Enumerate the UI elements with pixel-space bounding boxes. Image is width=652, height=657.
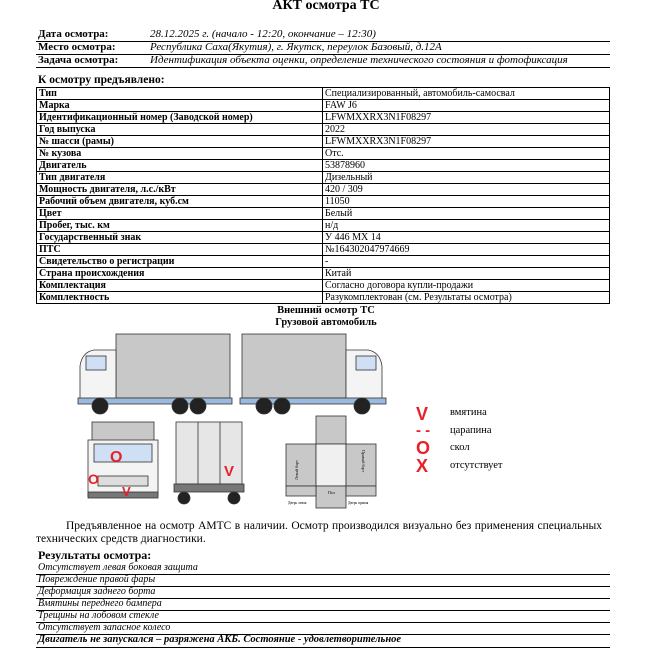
damage-mark-dent: V <box>122 484 131 499</box>
damage-mark-dent: V <box>224 463 235 480</box>
external-title: Внешний осмотр ТС <box>277 305 375 316</box>
spec-value: FAW J6 <box>323 100 610 112</box>
info-row-task <box>36 54 610 68</box>
spec-key: Идентификационный номер (Заводской номер) <box>37 112 323 124</box>
spec-row <box>37 280 610 292</box>
door-left-label: Дверь левая <box>288 501 307 505</box>
legend-chip-label: скол <box>450 442 470 453</box>
spec-key: № кузова <box>37 148 323 160</box>
spec-value: 11050 <box>323 196 610 208</box>
results-title: Результаты осмотра: <box>38 548 152 562</box>
spec-key: Двигатель <box>37 160 323 172</box>
spec-key: Тип <box>37 88 323 100</box>
right-wall-label: Правый борт <box>361 450 366 473</box>
spec-key: Комплектация <box>37 280 323 292</box>
spec-value: №164302047974669 <box>323 244 610 256</box>
spec-value: - <box>323 256 610 268</box>
spec-key: Государственный знак <box>37 232 323 244</box>
damage-legend <box>414 404 534 484</box>
spec-key: Комплектность <box>37 292 323 304</box>
legend-missing-label: отсутствует <box>450 460 503 471</box>
door-right-label: Дверь правая <box>348 501 369 505</box>
presented-title: К осмотру предъявлено: <box>38 74 165 86</box>
legend-dent-label: вмятина <box>450 407 487 418</box>
spec-key: Цвет <box>37 208 323 220</box>
spec-key: ПТС <box>37 244 323 256</box>
spec-row <box>37 208 610 220</box>
info-value: Идентификация объекта оценки, определение технического состояния и фотофиксация <box>150 54 568 66</box>
spec-value: Разукомплектован (см. Результаты осмотра) <box>323 292 610 304</box>
spec-row <box>37 148 610 160</box>
box-unfolded <box>286 416 376 508</box>
result-item: Деформация заднего борта <box>36 586 610 599</box>
spec-row <box>37 100 610 112</box>
spec-key: Страна происхождения <box>37 268 323 280</box>
legend-scratch-symbol: - - <box>416 422 431 439</box>
spec-row <box>37 268 610 280</box>
spec-row <box>37 232 610 244</box>
left-wall-label: Левый борт <box>294 460 299 480</box>
spec-value: 53878960 <box>323 160 610 172</box>
result-item: Повреждение правой фары <box>36 574 610 587</box>
legend-chip-symbol: O <box>416 438 431 458</box>
info-label: Место осмотра: <box>38 41 116 53</box>
spec-value: 420 / 309 <box>323 184 610 196</box>
truck-side-left <box>78 334 232 414</box>
spec-row <box>37 88 610 100</box>
damage-mark-chip: O <box>88 471 99 487</box>
spec-key: Тип двигателя <box>37 172 323 184</box>
spec-value: У 446 МХ 14 <box>323 232 610 244</box>
truck-side-right <box>240 334 386 414</box>
spec-key: Свидетельство о регистрации <box>37 256 323 268</box>
spec-row <box>37 136 610 148</box>
spec-row <box>37 124 610 136</box>
spec-value: Китай <box>323 268 610 280</box>
spec-value: Дизельный <box>323 172 610 184</box>
result-summary: Двигатель не запускался – разряжена АКБ. Состояние - удовлетворительное <box>36 634 610 648</box>
spec-row <box>37 184 610 196</box>
spec-key: Марка <box>37 100 323 112</box>
spec-value: LFWMXXRX3N1F08297 <box>323 112 610 124</box>
info-value: 28.12.2025 г. (начало - 12:20, окончание – 12:30) <box>150 28 376 40</box>
spec-value: Отс. <box>323 148 610 160</box>
result-item: Отсутствует левая боковая защита <box>36 562 610 575</box>
spec-value: Согласно договора купли-продажи <box>323 280 610 292</box>
spec-value: Белый <box>323 208 610 220</box>
spec-key: Год выпуска <box>37 124 323 136</box>
spec-key: Пробег, тыс. км <box>37 220 323 232</box>
damage-mark-chip: O <box>110 449 123 466</box>
inspection-note: Предъявленное на осмотр АМТС в наличии. Осмотр производился визуально без применения специальных технических средств диагностики. <box>36 520 602 545</box>
result-item: Трещины на лобовом стекле <box>36 610 610 623</box>
spec-key: Мощность двигателя, л.с./кВт <box>37 184 323 196</box>
spec-row <box>37 172 610 184</box>
spec-key: Рабочий объем двигателя, куб.см <box>37 196 323 208</box>
spec-key: № шасси (рамы) <box>37 136 323 148</box>
result-item: Отсутствует запасное колесо <box>36 622 610 635</box>
result-item: Вмятины переднего бампера <box>36 598 610 611</box>
legend-scratch-label: царапина <box>450 425 492 436</box>
spec-row <box>37 220 610 232</box>
external-subtitle: Грузовой автомобиль <box>275 317 377 328</box>
spec-row <box>37 112 610 124</box>
spec-row <box>37 160 610 172</box>
info-value: Республика Саха(Якутия), г. Якутск, переулок Базовый, д.12А <box>150 41 442 53</box>
document-title: АКТ осмотра ТС <box>272 0 380 13</box>
floor-label: Пол <box>328 490 335 495</box>
spec-value: LFWMXXRX3N1F08297 <box>323 136 610 148</box>
truck-diagram <box>72 330 396 510</box>
spec-row <box>37 244 610 256</box>
legend-dent-symbol: V <box>416 404 429 424</box>
info-label: Дата осмотра: <box>38 28 109 40</box>
spec-row <box>37 196 610 208</box>
spec-row <box>37 256 610 268</box>
info-row-date <box>36 28 610 42</box>
legend-missing-symbol: X <box>416 456 429 476</box>
spec-value: Специализированный, автомобиль-самосвал <box>323 88 610 100</box>
spec-row <box>37 292 610 304</box>
info-row-place <box>36 41 610 55</box>
info-label: Задача осмотра: <box>38 54 119 66</box>
spec-table <box>36 87 610 304</box>
spec-value: 2022 <box>323 124 610 136</box>
spec-value: н/д <box>323 220 610 232</box>
truck-drawing <box>72 330 396 510</box>
